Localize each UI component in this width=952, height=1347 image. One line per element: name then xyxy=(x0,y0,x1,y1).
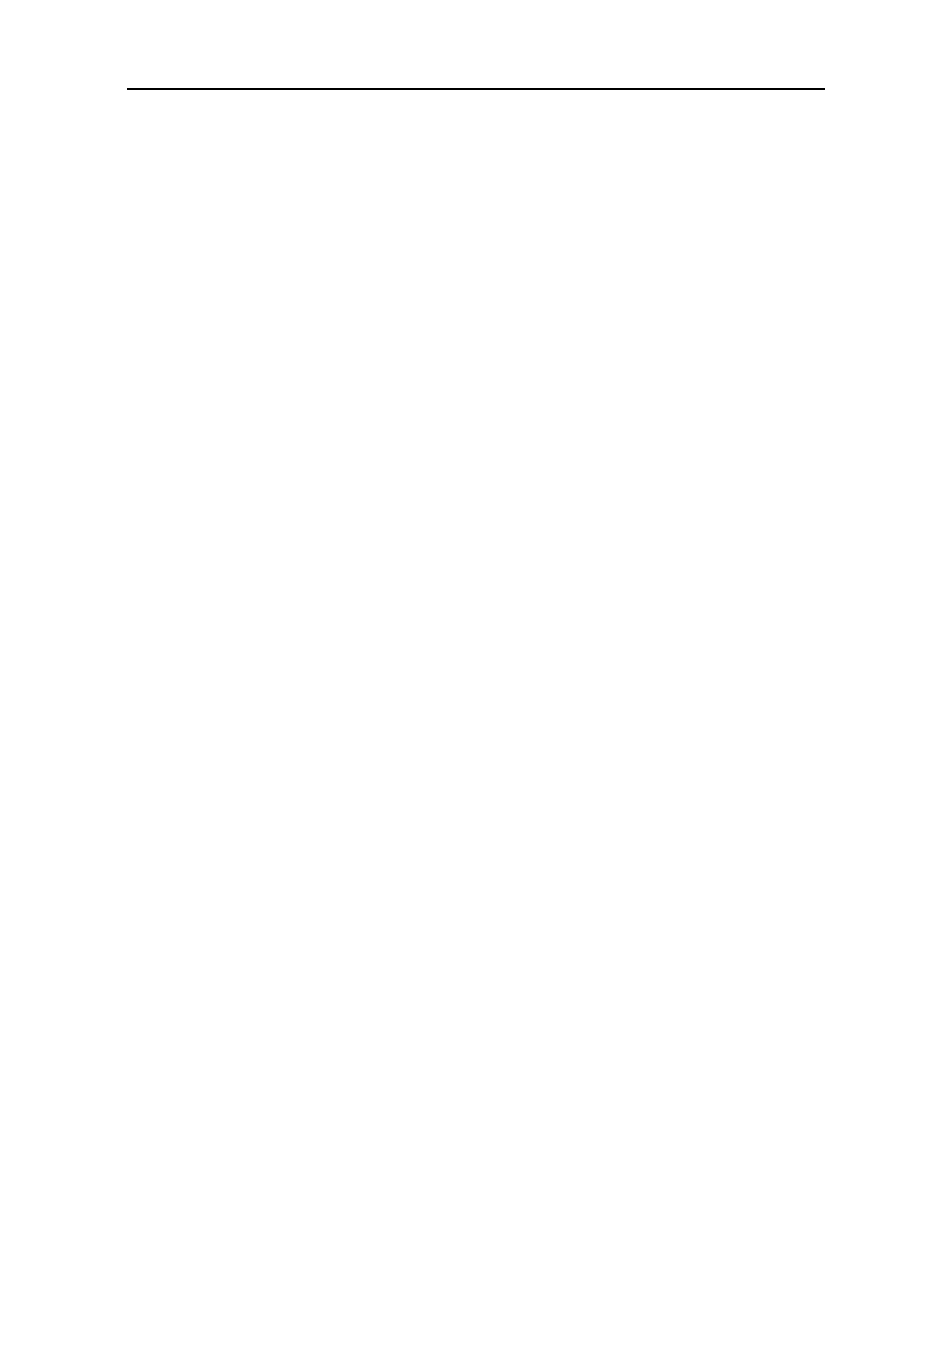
header-rule xyxy=(127,88,825,90)
